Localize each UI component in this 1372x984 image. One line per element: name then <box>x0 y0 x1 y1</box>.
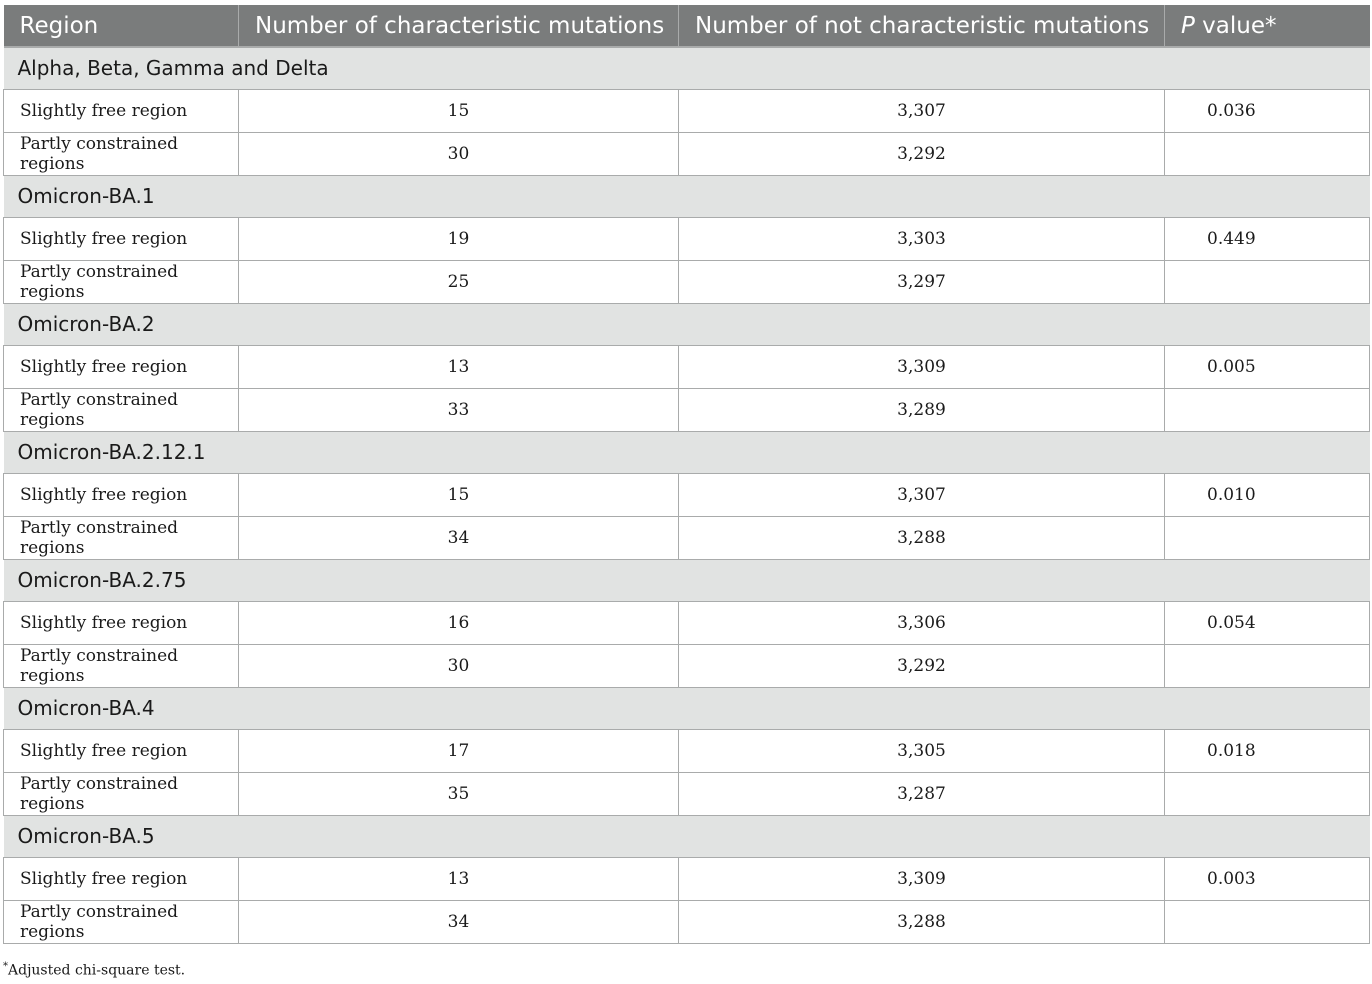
footnote <box>3 961 185 979</box>
characteristic-cell: 34 <box>239 900 679 943</box>
not-characteristic-cell: 3,307 <box>679 473 1165 516</box>
table-row <box>4 516 1370 559</box>
p-value-cell: 0.449 <box>1165 217 1370 260</box>
group-label: Omicron-BA.5 <box>4 815 1370 857</box>
region-cell: Slightly free region <box>4 857 239 900</box>
p-value-cell: 0.005 <box>1165 345 1370 388</box>
characteristic-cell: 35 <box>239 772 679 815</box>
p-value-cell <box>1165 388 1370 431</box>
region-cell: Partly constrained regions <box>4 644 239 687</box>
header-row <box>4 5 1370 47</box>
region-cell: Slightly free region <box>4 473 239 516</box>
characteristic-cell: 15 <box>239 89 679 132</box>
p-value-cell <box>1165 900 1370 943</box>
group-label: Omicron-BA.2.12.1 <box>4 431 1370 473</box>
table-row <box>4 89 1370 132</box>
p-value-cell: 0.010 <box>1165 473 1370 516</box>
region-cell: Partly constrained regions <box>4 772 239 815</box>
characteristic-cell: 30 <box>239 132 679 175</box>
footnote-text: Adjusted chi-square test. <box>8 962 186 979</box>
group-row <box>4 815 1370 857</box>
not-characteristic-cell: 3,303 <box>679 217 1165 260</box>
not-characteristic-cell: 3,309 <box>679 345 1165 388</box>
not-characteristic-cell: 3,292 <box>679 644 1165 687</box>
not-characteristic-cell: 3,309 <box>679 857 1165 900</box>
not-characteristic-cell: 3,292 <box>679 132 1165 175</box>
results-table-container <box>3 5 1369 944</box>
characteristic-cell: 19 <box>239 217 679 260</box>
group-row <box>4 431 1370 473</box>
header-p-italic: P <box>1181 12 1195 39</box>
table-row <box>4 644 1370 687</box>
p-value-cell <box>1165 644 1370 687</box>
not-characteristic-cell: 3,306 <box>679 601 1165 644</box>
region-cell: Slightly free region <box>4 601 239 644</box>
characteristic-cell: 15 <box>239 473 679 516</box>
region-cell: Slightly free region <box>4 345 239 388</box>
not-characteristic-cell: 3,288 <box>679 516 1165 559</box>
not-characteristic-cell: 3,288 <box>679 900 1165 943</box>
group-label: Omicron-BA.1 <box>4 175 1370 217</box>
group-row <box>4 559 1370 601</box>
p-value-cell: 0.018 <box>1165 729 1370 772</box>
characteristic-cell: 13 <box>239 345 679 388</box>
group-label: Alpha, Beta, Gamma and Delta <box>4 47 1370 89</box>
header-p-value <box>1165 5 1370 47</box>
not-characteristic-cell: 3,307 <box>679 89 1165 132</box>
region-cell: Partly constrained regions <box>4 900 239 943</box>
header-not-characteristic: Number of not characteristic mutations <box>679 5 1165 47</box>
characteristic-cell: 13 <box>239 857 679 900</box>
table-row <box>4 217 1370 260</box>
group-row <box>4 303 1370 345</box>
table-row <box>4 857 1370 900</box>
group-row <box>4 47 1370 89</box>
characteristic-cell: 33 <box>239 388 679 431</box>
table-row <box>4 729 1370 772</box>
not-characteristic-cell: 3,287 <box>679 772 1165 815</box>
region-cell: Partly constrained regions <box>4 388 239 431</box>
mutations-table <box>3 5 1370 944</box>
header-region: Region <box>4 5 239 47</box>
table-row <box>4 132 1370 175</box>
not-characteristic-cell: 3,305 <box>679 729 1165 772</box>
p-value-cell: 0.003 <box>1165 857 1370 900</box>
group-label: Omicron-BA.4 <box>4 687 1370 729</box>
group-row <box>4 687 1370 729</box>
p-value-cell: 0.054 <box>1165 601 1370 644</box>
characteristic-cell: 17 <box>239 729 679 772</box>
table-row <box>4 473 1370 516</box>
region-cell: Partly constrained regions <box>4 516 239 559</box>
table-row <box>4 260 1370 303</box>
table-row <box>4 772 1370 815</box>
characteristic-cell: 30 <box>239 644 679 687</box>
table-row <box>4 388 1370 431</box>
p-value-cell: 0.036 <box>1165 89 1370 132</box>
header-p-rest: value* <box>1194 12 1277 39</box>
region-cell: Partly constrained regions <box>4 260 239 303</box>
group-label: Omicron-BA.2 <box>4 303 1370 345</box>
header-characteristic: Number of characteristic mutations <box>239 5 679 47</box>
p-value-cell <box>1165 516 1370 559</box>
p-value-cell <box>1165 132 1370 175</box>
table-row <box>4 900 1370 943</box>
table-row <box>4 345 1370 388</box>
footnote-marker: * <box>3 961 8 972</box>
p-value-cell <box>1165 772 1370 815</box>
table-body <box>4 47 1370 943</box>
characteristic-cell: 16 <box>239 601 679 644</box>
group-row <box>4 175 1370 217</box>
region-cell: Slightly free region <box>4 217 239 260</box>
not-characteristic-cell: 3,297 <box>679 260 1165 303</box>
region-cell: Partly constrained regions <box>4 132 239 175</box>
not-characteristic-cell: 3,289 <box>679 388 1165 431</box>
characteristic-cell: 34 <box>239 516 679 559</box>
region-cell: Slightly free region <box>4 89 239 132</box>
characteristic-cell: 25 <box>239 260 679 303</box>
table-row <box>4 601 1370 644</box>
group-label: Omicron-BA.2.75 <box>4 559 1370 601</box>
region-cell: Slightly free region <box>4 729 239 772</box>
p-value-cell <box>1165 260 1370 303</box>
